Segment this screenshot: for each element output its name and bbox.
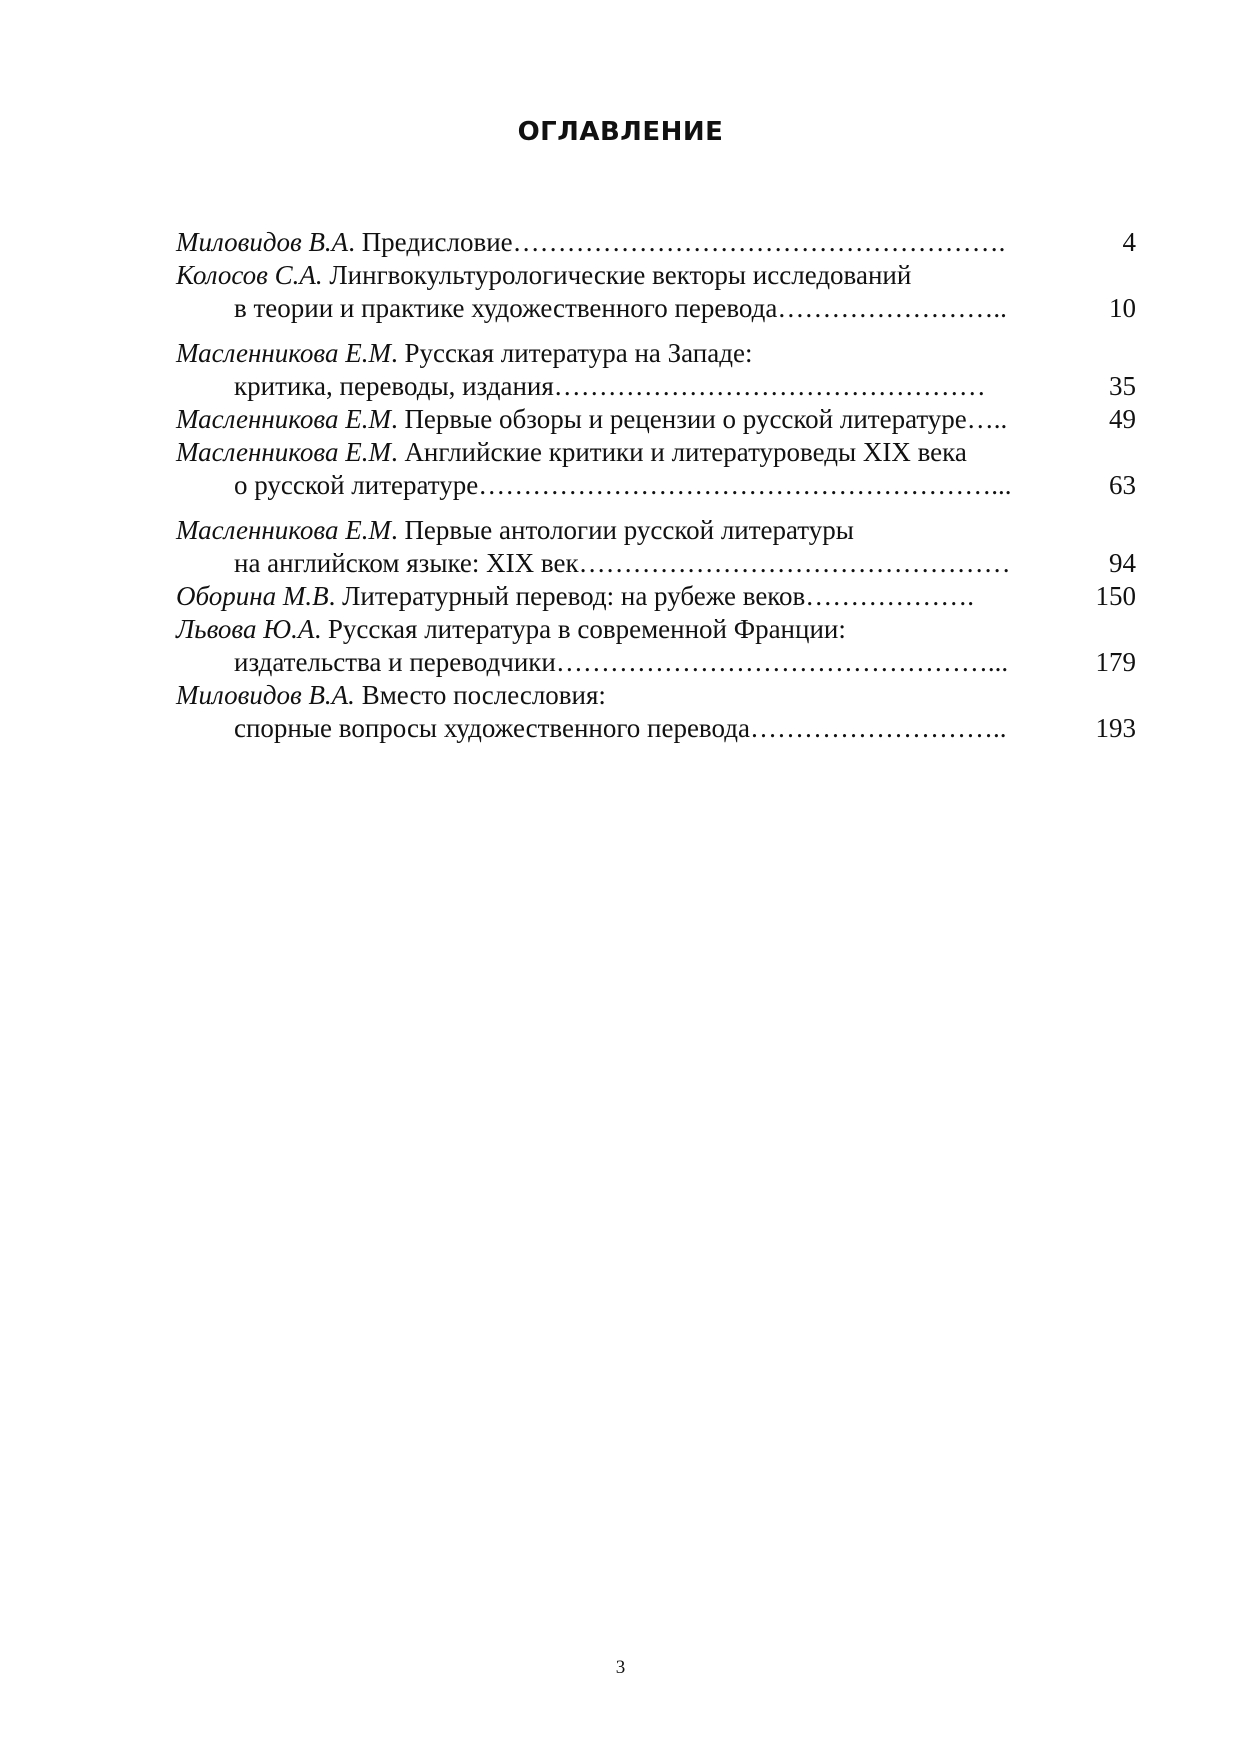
toc-entry-line	[176, 337, 1056, 370]
toc-page-number: 63	[1109, 470, 1136, 500]
toc-entry-2	[176, 259, 1136, 325]
toc-separator: .	[348, 227, 362, 257]
toc-entry-continuation: издательства и переводчики…………………………………………...	[234, 647, 1009, 677]
table-of-contents	[176, 226, 1136, 745]
toc-entry-continuation: в теории и практике художественного перевода……………………..	[234, 293, 1007, 323]
toc-entry-line	[176, 679, 1056, 712]
toc-author: Миловидов В.А.	[176, 680, 355, 710]
toc-entry-continuation: спорные вопросы художественного перевода………………………..	[234, 713, 1007, 743]
toc-entry-8	[176, 613, 1136, 679]
toc-author: Масленникова Е.М	[176, 437, 391, 467]
toc-entry-title: Предисловие……………………………………………….	[361, 227, 1006, 257]
toc-entry-continuation: о русской литературе…………………………………………………...	[234, 470, 1012, 500]
toc-entry-line	[176, 403, 1056, 436]
toc-entry-line	[176, 226, 1056, 259]
toc-author: Львова Ю.А	[176, 614, 315, 644]
toc-entry-9	[176, 679, 1136, 745]
toc-page-number: 49	[1109, 404, 1136, 434]
toc-entry-title: Первые антологии русской литературы	[404, 515, 854, 545]
toc-page-number: 193	[1095, 713, 1136, 743]
toc-entry-line	[176, 259, 1056, 292]
toc-entry-title: Русская литература в современной Франции:	[327, 614, 846, 644]
toc-separator: .	[390, 515, 405, 545]
toc-author: Масленникова Е.М	[176, 338, 391, 368]
toc-page-number: 94	[1109, 548, 1136, 578]
toc-entry-line	[176, 436, 1056, 469]
toc-page-number: 10	[1109, 293, 1136, 323]
toc-separator: .	[390, 404, 405, 434]
toc-separator: .	[314, 614, 328, 644]
toc-entry-title: Лингвокультурологические векторы исследований	[329, 260, 912, 290]
toc-entry-4	[176, 403, 1136, 436]
toc-entry-6	[176, 514, 1136, 580]
toc-author: Масленникова Е.М	[176, 404, 391, 434]
toc-entry-line	[176, 613, 1056, 646]
page-title: ОГЛАВЛЕНИЕ	[517, 117, 724, 147]
toc-page-number: 4	[1122, 227, 1136, 257]
toc-entry-title: Русская литература на Западе:	[404, 338, 753, 368]
toc-entry-title: Английские критики и литературоведы XIX века	[404, 437, 967, 467]
toc-entry-title: Литературный перевод: на рубеже веков……………….	[342, 581, 975, 611]
toc-page-number: 179	[1095, 647, 1136, 677]
toc-page-number: 35	[1109, 371, 1136, 401]
footer-page-number: 3	[615, 1657, 626, 1678]
toc-entry-line	[176, 580, 1056, 613]
toc-entry-title: Первые обзоры и рецензии о русской литературе…..	[404, 404, 1008, 434]
toc-author: Оборина М.В	[176, 581, 329, 611]
toc-separator: .	[390, 437, 405, 467]
toc-page-number: 150	[1095, 581, 1136, 611]
toc-separator: .	[328, 581, 343, 611]
toc-entry-7	[176, 580, 1136, 613]
toc-entry-continuation: критика, переводы, издания…………………………………………	[234, 371, 986, 401]
toc-separator: .	[390, 338, 405, 368]
toc-entry-3	[176, 337, 1136, 403]
toc-entry-line	[176, 514, 1056, 547]
toc-entry-continuation: на английском языке: XIX век…………………………………………	[234, 548, 1011, 578]
toc-entry-title: Вместо послесловия:	[361, 680, 606, 710]
toc-entry-1	[176, 226, 1136, 259]
toc-author: Масленникова Е.М	[176, 515, 391, 545]
toc-entry-5	[176, 436, 1136, 502]
toc-author: Колосов С.А.	[176, 260, 323, 290]
toc-author: Миловидов В.А	[176, 227, 349, 257]
toc-separator	[355, 680, 362, 710]
